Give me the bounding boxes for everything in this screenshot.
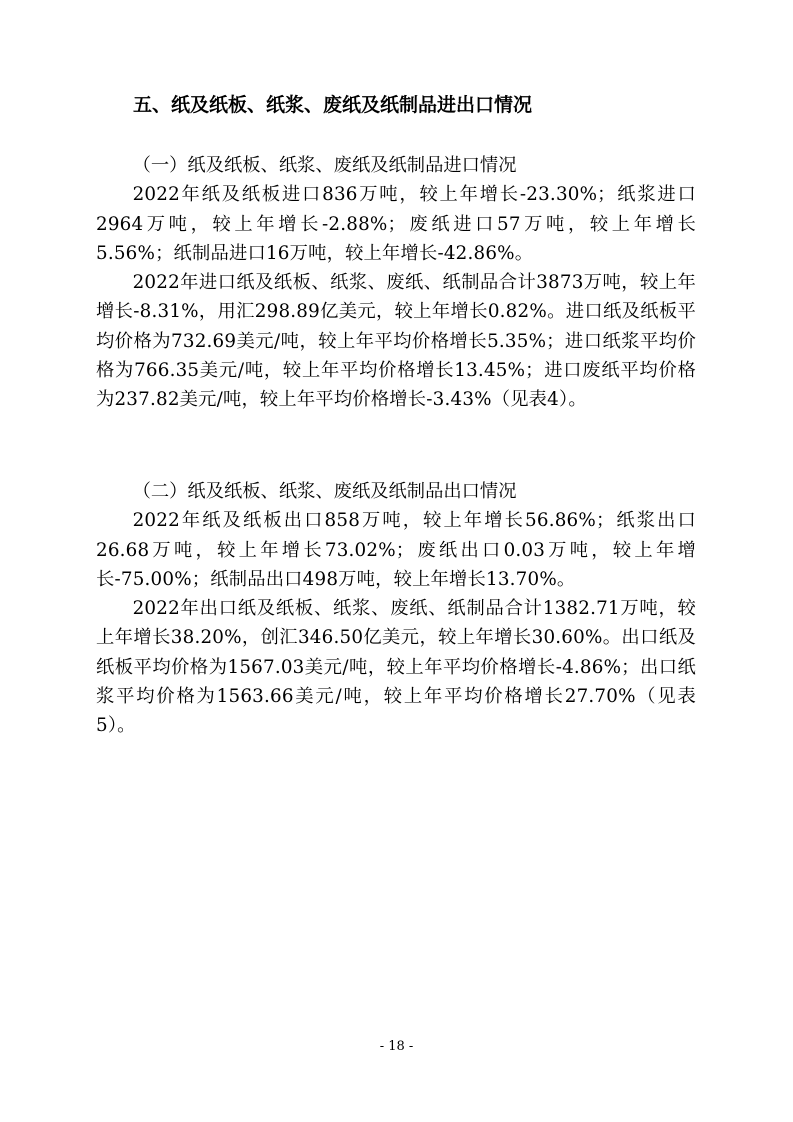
- export-paragraph-volume: 2022年纸及纸板出口858万吨，较上年增长56.86%；纸浆出口26.68万吨，较上年增长73.02%；废纸出口0.03万吨，较上年增长-75.00%；纸制品出口498万吨，较上年增长13.70%。: [96, 510, 696, 590]
- page-number: - 18 -: [379, 1039, 414, 1054]
- export-paragraph-total-price: 2022年出口纸及纸板、纸浆、废纸、纸制品合计1382.71万吨，较上年增长38.20%，创汇346.50亿美元，较上年增长30.60%。出口纸及纸板平均价格为1567.03美元/吨，较上年平均价格增长-4.86%；出口纸浆平均价格为1563.66美元/吨，较上年平均价格增长27.70%（见表5）。: [96, 598, 696, 737]
- import-subheading: （一）纸及纸板、纸浆、废纸及纸制品进口情况: [132, 155, 517, 176]
- export-section: [96, 477, 696, 741]
- document-page: [96, 0, 696, 1122]
- export-subheading: （二）纸及纸板、纸浆、废纸及纸制品出口情况: [132, 481, 517, 502]
- section-title: 五、纸及纸板、纸浆、废纸及纸制品进出口情况: [133, 94, 533, 116]
- import-paragraph-total-price: 2022年进口纸及纸板、纸浆、废纸、纸制品合计3873万吨，较上年增长-8.31%，用汇298.89亿美元，较上年增长0.82%。进口纸及纸板平均价格为732.69美元/吨，较上年平均价格增长5.35%；进口纸浆平均价格为766.35美元/吨，较上年平均价格增长13.45%；进口废纸平均价格为237.82美元/吨，较上年平均价格增长-3.43%（见表4）。: [96, 272, 696, 411]
- import-paragraph-volume: 2022年纸及纸板进口836万吨，较上年增长-23.30%；纸浆进口2964万吨，较上年增长-2.88%；废纸进口57万吨，较上年增长5.56%；纸制品进口16万吨，较上年增长-42.86%。: [96, 184, 696, 264]
- import-section: [96, 151, 696, 415]
